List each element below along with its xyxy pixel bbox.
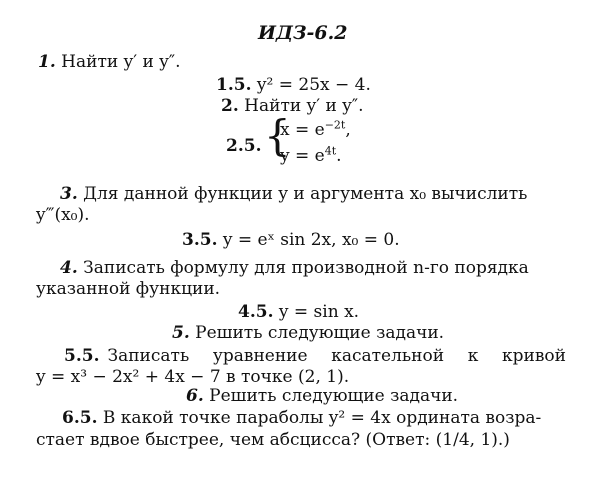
problem-3-5-formula: y = eˣ sin 2x, x₀ = 0.	[222, 230, 400, 250]
task-4-heading-line-1	[60, 258, 529, 278]
page-title: ИДЗ-6.2	[258, 22, 348, 44]
problem-3-5	[182, 230, 400, 250]
problem-6-5-line-2: стает вдвое быстрее, чем абсцисса? (Ответ: (1/4, 1).)	[36, 430, 510, 450]
task-6-heading	[186, 386, 458, 406]
problem-4-5-number: 4.5.	[238, 302, 274, 322]
problem-6-5-number: 6.5.	[62, 408, 98, 428]
task-3-heading-line-1	[60, 184, 527, 204]
task-5-heading	[172, 323, 444, 343]
task-4-number: 4.	[60, 258, 78, 278]
task-1-heading	[38, 52, 181, 72]
problem-1-5-number: 1.5.	[216, 75, 252, 95]
problem-5-5-line-1: Записать уравнение касательной к кривой	[107, 346, 566, 366]
task-3-text-line-2: y‴(x₀).	[36, 205, 90, 225]
task-1-text: Найти y′ и y″.	[61, 52, 181, 72]
task-5-text: Решить следующие задачи.	[195, 323, 445, 343]
task-3-text-line-1: Для данной функции y и аргумента x₀ вычислить	[83, 184, 528, 204]
problem-5-5-line-2: y = x³ − 2x² + 4x − 7 в точке (2, 1).	[36, 367, 350, 387]
system-equation-1: $x = e^{-2t}$,	[280, 118, 351, 140]
system-equation-2: $y = e^{4t}$.	[280, 144, 342, 166]
task-5-number: 5.	[172, 323, 190, 343]
problem-1-5-formula: y² = 25x − 4.	[256, 75, 371, 95]
problem-2-5-number: 2.5.	[226, 136, 262, 156]
problem-4-5	[238, 302, 359, 322]
task-4-text-line-2: указанной функции.	[36, 279, 221, 299]
task-3-number: 3.	[60, 184, 78, 204]
system-brace: {	[264, 111, 291, 160]
task-6-number: 6.	[186, 386, 204, 406]
problem-6-5-text-line-1: В какой точке параболы y² = 4x ордината возра-	[102, 408, 542, 428]
task-2-number: 2.	[221, 96, 239, 116]
problem-2-5-number-wrap	[226, 136, 262, 156]
problem-3-5-number: 3.5.	[182, 230, 218, 250]
problem-5-5-line-1-wrap	[64, 346, 566, 366]
problem-1-5	[216, 75, 371, 95]
problem-6-5-line-1	[62, 408, 541, 428]
task-4-text-line-1: Записать формулу для производной n-го порядка	[83, 258, 529, 278]
task-6-text: Решить следующие задачи.	[209, 386, 459, 406]
task-2-heading	[221, 96, 364, 116]
problem-5-5-number: 5.5.	[64, 346, 100, 366]
task-2-text: Найти y′ и y″.	[244, 96, 364, 116]
task-1-number: 1.	[38, 52, 56, 72]
problem-4-5-formula: y = sin x.	[278, 302, 360, 322]
